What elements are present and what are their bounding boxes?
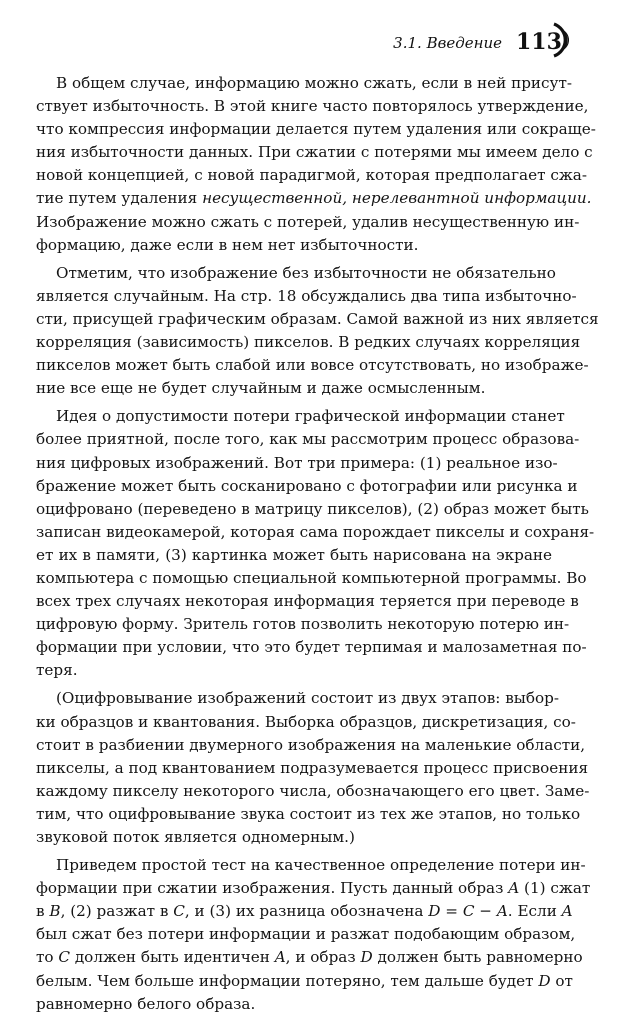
text-line: ния цифровых изображений. Вот три примера: (1) реальное изо-	[36, 453, 558, 472]
page-number-swirl-icon	[514, 20, 578, 60]
text-line: был сжат без потери информации и разжат подобающим образом,	[36, 925, 576, 944]
math-variable: A	[496, 902, 508, 921]
text-line: то C должен быть идентичен A, и образ D должен быть равномерно	[36, 948, 583, 967]
math-variable: D	[428, 902, 441, 921]
text-line: ствует избыточность. В этой книге часто повторялось утверждение,	[36, 97, 589, 116]
paragraph-2	[36, 262, 599, 401]
math-variable: C	[462, 902, 475, 921]
text-line: в B, (2) разжат в C, и (3) их разница обозначена D = C − A. Если A	[36, 902, 573, 921]
text-line: что компрессия информации делается путем удаления или сокраще-	[36, 120, 596, 139]
text-line: стоит в разбиении двумерного изображения на маленькие области,	[36, 735, 586, 754]
text-line: белым. Чем больше информации потеряно, тем дальше будет D от	[36, 971, 573, 990]
text-line: (Оцифровывание изображений состоит из двух этапов: выбор-	[56, 689, 559, 708]
math-variable: C	[58, 948, 70, 967]
text-line: бражение может быть сосканировано с фотографии или рисунка и	[36, 476, 578, 495]
text-line: новой концепцией, с новой парадигмой, которая предполагает сжа-	[36, 166, 587, 185]
text-line: каждому пикселу некоторого числа, обозначающего его цвет. Заме-	[36, 781, 590, 800]
text-line: пикселов может быть слабой или вовсе отсутствовать, но изображе-	[36, 356, 589, 375]
math-variable: A	[508, 879, 520, 898]
text-line: всех трех случаях некоторая информация теряется при переводе в	[36, 592, 579, 611]
text-line: является случайным. На стр. 18 обсуждались два типа избыточно-	[36, 286, 577, 305]
text-line: цифровую форму. Зритель готов позволить некоторую потерю ин-	[36, 615, 570, 634]
text-line: формации при сжатии изображения. Пусть данный образ A (1) сжат	[36, 879, 591, 898]
text-line: Отметим, что изображение без избыточности не обязательно	[56, 263, 556, 282]
text-line: пикселы, а под квантованием подразумевается процесс присвоения	[36, 758, 589, 777]
math-variable: D	[538, 971, 551, 990]
text-line: корреляция (зависимость) пикселов. В редких случаях корреляция	[36, 333, 581, 352]
text-line: оцифровано (переведено в матрицу пикселов), (2) образ может быть	[36, 499, 589, 518]
running-head: 3.1. Введение	[393, 34, 502, 52]
italic-phrase: несущественной, нерелевантной информации.	[202, 189, 592, 208]
text-line: тим, что оцифровывание звука состоит из тех же этапов, но только	[36, 804, 581, 823]
page-header	[36, 20, 572, 60]
paragraph-4	[36, 687, 590, 849]
page-number-badge	[514, 20, 578, 60]
text-line: формации при условии, что это будет терпимая и малозаметная по-	[36, 638, 587, 657]
text-line: ния избыточности данных. При сжатии с потерями мы имеем дело с	[36, 143, 593, 162]
text-line: теря.	[36, 661, 78, 680]
text-line: ки образцов и квантования. Выборка образцов, дискретизация, со-	[36, 712, 576, 731]
text-line: более приятной, после того, как мы рассмотрим процесс образова-	[36, 430, 580, 449]
math-variable: C	[173, 902, 185, 921]
text-line: Приведем простой тест на качественное определение потери ин-	[56, 856, 586, 875]
math-variable: A	[561, 902, 573, 921]
text-line: Идея о допустимости потери графической информации станет	[56, 407, 565, 426]
text-line: формацию, даже если в нем нет избыточности.	[36, 235, 419, 254]
text-line: В общем случае, информацию можно сжать, если в ней присут-	[56, 74, 573, 92]
math-variable: B	[49, 902, 61, 921]
paragraph-5	[36, 854, 591, 1016]
text-line: записан видеокамерой, которая сама порождает пикселы и сохраня-	[36, 522, 595, 541]
page-number: 113	[516, 29, 562, 55]
math-variable: D	[360, 948, 373, 967]
text-line: равномерно белого образа.	[36, 994, 256, 1013]
text-line: звуковой поток является одномерным.)	[36, 828, 355, 846]
paragraph-3	[36, 405, 595, 682]
text-line: Изображение можно сжать с потерей, удалив несущественную ин-	[36, 212, 580, 231]
paragraph-1	[36, 72, 596, 257]
main-text	[36, 72, 599, 1021]
text-line: сти, присущей графическим образам. Самой важной из них является	[36, 309, 599, 328]
text-line: компьютера с помощью специальной компьютерной программы. Во	[36, 568, 587, 587]
text-line: ние все еще не будет случайным и даже осмысленным.	[36, 379, 486, 398]
text-line: ет их в памяти, (3) картинка может быть нарисована на экране	[36, 545, 552, 564]
math-variable: A	[274, 948, 286, 967]
text-segment: тие путем удаления	[36, 189, 203, 208]
text-line	[36, 187, 592, 210]
